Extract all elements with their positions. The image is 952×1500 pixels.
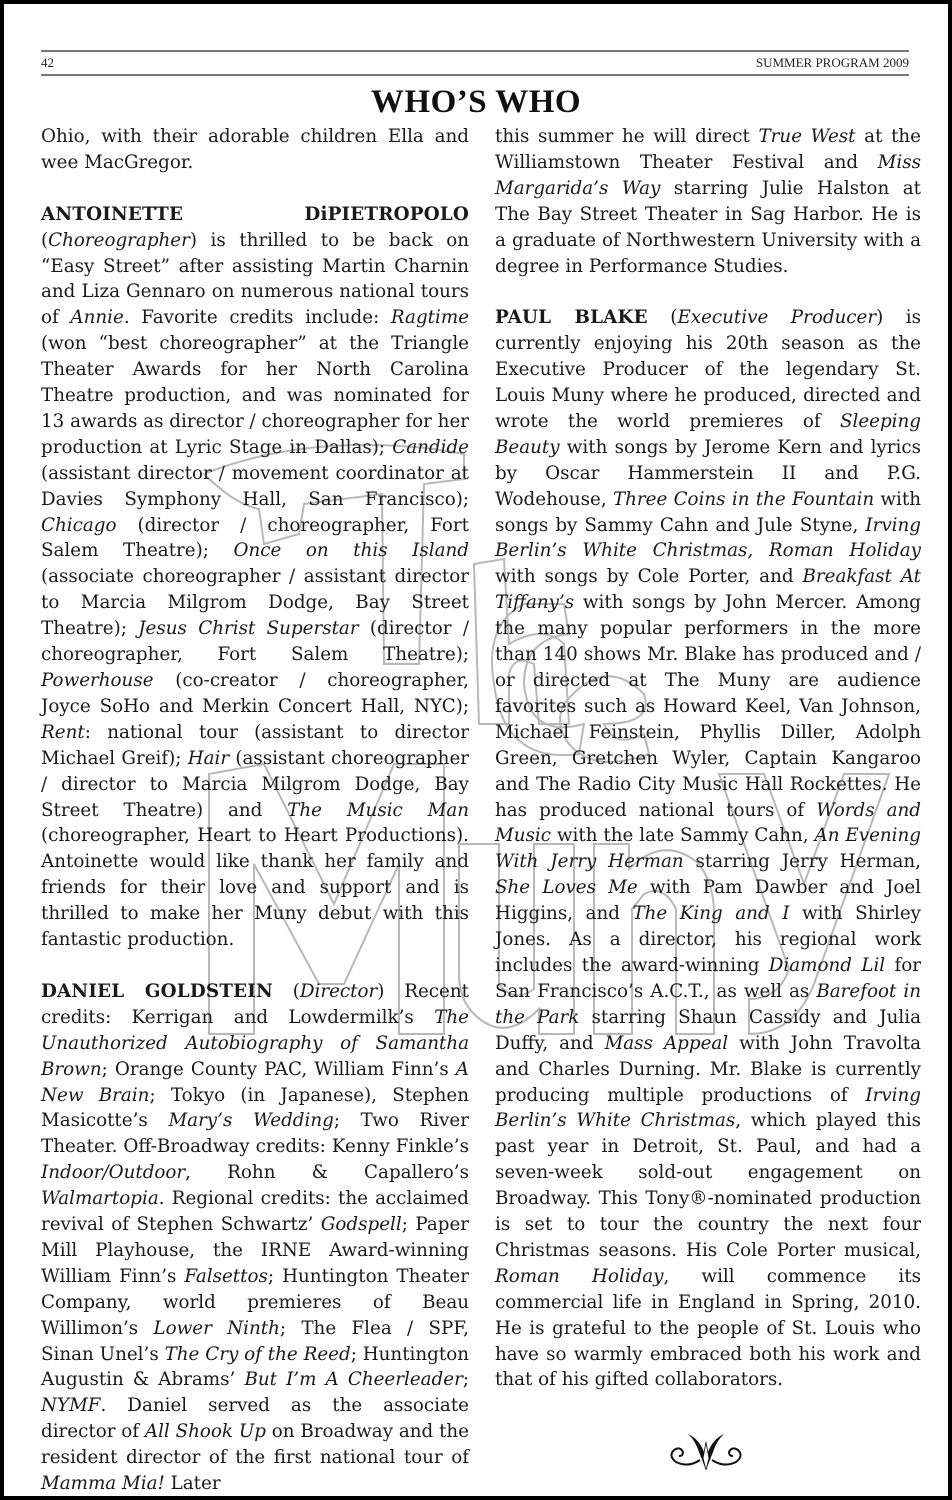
work-title: Once on this Island bbox=[233, 540, 469, 562]
work-title: Words and Music bbox=[495, 799, 921, 847]
work-title: Powerhouse bbox=[41, 670, 154, 692]
work-title: But I’m A Cheerleader bbox=[244, 1369, 463, 1391]
bio-role: Choreographer bbox=[48, 229, 190, 251]
work-title: Miss Margarida’s Way bbox=[495, 151, 921, 199]
work-title: Chicago bbox=[41, 514, 117, 536]
work-title: The Cry of the Reed bbox=[164, 1343, 351, 1365]
work-title: The Unauthorized Autobiography of Samantha Brown bbox=[41, 1006, 469, 1080]
bio-text: Recent credits: Kerrigan and Lowdermilk’s bbox=[41, 980, 469, 1028]
bio-text: ; bbox=[462, 1369, 469, 1391]
page-number: 42 bbox=[41, 55, 54, 70]
running-header bbox=[41, 50, 909, 76]
bio-text: (associate choreographer / assistant director to Marcia Milgrom Dodge, Bay Street Theatre); bbox=[41, 566, 469, 640]
bio-continuation bbox=[495, 124, 921, 279]
bio-text: ; Orange County PAC, William Finn’s bbox=[101, 1058, 456, 1080]
bio-text: . Favorite credits include: bbox=[123, 307, 391, 329]
bio-text: , which played this past year in Detroit, St. Paul, and had a seven-week sold-out engagement on Broadway. This Tony®-nominated production is set to tour the country the next four Christmas seasons. His Cole Porter musical, bbox=[495, 1110, 922, 1261]
bio-name: PAUL BLAKE bbox=[495, 307, 648, 329]
bio-name: DANIEL GOLDSTEIN bbox=[41, 980, 273, 1002]
work-title: All Shook Up bbox=[144, 1421, 266, 1443]
bio-text: (assistant choreographer / director to Marcia Milgrom Dodge, Bay Street Theatre) and bbox=[41, 747, 469, 821]
work-title: Falsettos bbox=[184, 1265, 268, 1287]
work-title: Jesus Christ Superstar bbox=[138, 618, 359, 640]
fleuron-ornament-icon bbox=[666, 1430, 746, 1472]
bio-text: at the Williamstown Theater Festival and bbox=[495, 126, 922, 173]
bio-text: for San Francisco’s A.C.T., as well as bbox=[495, 954, 922, 1002]
bio-text: ; Huntington Augustin & Abrams’ bbox=[41, 1343, 469, 1391]
bio-text: with the late Sammy Cahn, bbox=[550, 825, 815, 847]
bio-text: ; The Flea / SPF, Sinan Unel’s bbox=[41, 1317, 469, 1365]
bio-text: ; Huntington Theater Company, world premieres of Beau Willimon’s bbox=[41, 1265, 469, 1339]
bio-entry: ANTOINETTE DiPIETROPOLO (Choreographer) is thrilled to be back on “Easy Street” after assisting Martin Charnin and Liza Gennaro on numerous national tours of Annie. Favorite credits include: Ragtime (won “best choreographer” at the Triangle Theater Awards for her North Carolina Theatre production, and was nominated for 13 awards as director / choreographer for her production at Lyric Stage in Dallas); Candide (assistant director / movement coordinator at Davies Symphony Hall, San Francisco); Chicago (director / choreographer, Fort Salem Theatre); Once on this Island (associate choreographer / assistant director to Marcia Milgrom Dodge, Bay Street Theatre); Jesus Christ Superstar (director / choreographer, Fort Salem Theatre); Powerhouse (co-creator / choreographer, Joyce SoHo and Merkin Concert Hall, NYC); Rent: national tour (assistant to director Michael Greif); Hair (assistant choreographer / director to Marcia Milgrom Dodge, Bay Street Theatre) and The Music Man (choreographer, Heart to Heart Productions). Antoinette would like thank her family and friends for their love and support and is thrilled to make her Muny debut with this fantastic production. bbox=[41, 203, 470, 951]
bio-text: starring Shaun Cassidy and Julia Duffy, and bbox=[495, 1006, 922, 1054]
work-title: Candide bbox=[392, 436, 469, 458]
work-title: Ragtime bbox=[390, 307, 470, 329]
bio-text: on Broadway and the resident director of the first national tour of bbox=[41, 1421, 470, 1469]
bio-text: Later bbox=[164, 1473, 221, 1495]
bio-text: with songs by Sammy Cahn and Jule Styne, bbox=[495, 488, 921, 536]
publication-title: SUMMER PROGRAM 2009 bbox=[755, 55, 909, 70]
work-title: Walmartopia bbox=[41, 1188, 159, 1210]
bio-entry: DANIEL GOLDSTEIN (Director) Recent credits: Kerrigan and Lowdermilk’s The Unauthorized Autobiography of Samantha Brown; Orange County PAC, William Finn’s A New Brain; Tokyo (in Japanese), Stephen Masicotte’s Mary’s Wedding; Two River Theater. Off-Broadway credits: Kenny Finkle’s Indoor/Outdoor, Rohn & Capallero’s Walmartopia. Regional credits: the acclaimed revival of Stephen Schwartz’ Godspell; Paper Mill Playhouse, the IRNE Award-winning William Finn’s Falsettos; Huntington Theater Company, world premieres of Beau Willimon’s Lower Ninth; The Flea / SPF, Sinan Unel’s The Cry of the Reed; Huntington Augustin & Abrams’ But I’m A Cheerleader; NYMF. Daniel served as the associate director of All Shook Up on Broadway and the resident director of the first national tour of Mamma Mia! Later bbox=[41, 980, 470, 1495]
work-title: Godspell bbox=[320, 1214, 402, 1236]
bio-text: with John Travolta and Charles Durning. Mr. Blake is currently producing multiple productions of bbox=[495, 1032, 921, 1106]
bio-name: ANTOINETTE DiPIETROPOLO bbox=[41, 203, 469, 225]
work-title: She Loves Me bbox=[495, 877, 638, 899]
bio-text: , will commence its commercial life in England in Spring, 2010. He is grateful to the people of St. Louis who have so warmly embraced both his work and that of his gifted collaborators. bbox=[495, 1265, 921, 1391]
work-title: Mass Appeal bbox=[604, 1032, 729, 1054]
bio-text: , Rohn & Capallero’s bbox=[185, 1162, 469, 1184]
bio-text: Ohio, with their adorable children Ella and wee MacGregor. bbox=[41, 126, 469, 173]
bio-text: (choreographer, Heart to Heart Productions). Antoinette would like thank her family and friends for their love and support and is thrilled to make her Muny debut with this fantastic production. bbox=[41, 825, 469, 951]
bio-text: with songs by Jerome Kern and lyrics by Oscar Hammerstein II and P.G. Wodehouse, bbox=[495, 436, 921, 510]
bio-text: : national tour (assistant to director Michael Greif); bbox=[41, 721, 469, 769]
right-column bbox=[495, 124, 921, 1419]
bio-text: (assistant director / movement coordinator at Davies Symphony Hall, San Francisco); bbox=[41, 462, 469, 510]
work-title: Three Coins in the Fountain bbox=[612, 488, 875, 510]
bio-text: with Shirley Jones. As a director, his regional work includes the award-winning bbox=[495, 903, 921, 976]
bio-text: with songs by John Mercer. Among the many popular performers in the more than 140 shows Mr. Blake has produced and / or directed at The Muny are audience favorites such as Howard Keel, Van Johnson, Michael Feinstein, Phyllis Diller, Adolph Green, Gretchen Wyler, Captain Kangaroo and The Radio City Music Hall Rockettes. He has produced national tours of bbox=[495, 592, 921, 821]
bio-text: . Regional credits: the acclaimed revival of Stephen Schwartz’ bbox=[41, 1188, 469, 1236]
work-title: Roman Holiday bbox=[495, 1265, 664, 1287]
bio-text: ; Two River Theater. Off-Broadway credits: Kenny Finkle’s bbox=[41, 1110, 469, 1158]
bio-role: Executive Producer bbox=[677, 307, 877, 329]
work-title: True West bbox=[758, 126, 856, 147]
program-page bbox=[4, 4, 948, 1496]
bio-text: starring Julie Halston at The Bay Street Theater in Sag Harbor. He is a graduate of Northwestern University with a degree in Performance Studies. bbox=[495, 177, 922, 277]
bio-text: (director / choreographer, Fort Salem Theatre); bbox=[41, 618, 469, 666]
bio-text: with Pam Dawber and Joel Higgins, and bbox=[495, 877, 921, 925]
work-title: Indoor/Outdoor bbox=[41, 1162, 186, 1184]
work-title: NYMF bbox=[41, 1395, 101, 1417]
bio-text: this summer he will direct bbox=[495, 126, 759, 147]
work-title: Mamma Mia! bbox=[41, 1473, 165, 1495]
work-title: A New Brain bbox=[41, 1058, 469, 1106]
work-title: The King and I bbox=[632, 903, 790, 925]
work-title: Irving Berlin’s White Christmas bbox=[495, 1084, 921, 1132]
left-column bbox=[41, 124, 469, 1496]
work-title: Barefoot in the Park bbox=[495, 980, 922, 1028]
work-title: Lower Ninth bbox=[153, 1317, 280, 1339]
work-title: An Evening With Jerry Herman bbox=[495, 825, 921, 873]
work-title: Diamond Lil bbox=[768, 954, 886, 976]
work-title: Annie bbox=[70, 307, 124, 329]
bio-text: ; Tokyo (in Japanese), Stephen Masicotte’s bbox=[41, 1084, 470, 1132]
bio-text: ; Paper Mill Playhouse, the IRNE Award-winning William Finn’s bbox=[41, 1214, 469, 1287]
bio-text: starring Jerry Herman, bbox=[683, 851, 921, 873]
bio-text: is currently enjoying his 20th season as the Executive Producer of the legendary St. Louis Muny where he produced, directed and wrote the world premieres of bbox=[495, 307, 921, 432]
work-title: Rent bbox=[41, 721, 85, 743]
bio-text: is thrilled to be back on “Easy Street” after assisting Martin Charnin and Liza Gennaro on numerous national tours of bbox=[41, 229, 469, 329]
work-title: Breakfast At Tiffany’s bbox=[495, 566, 921, 614]
bio-text: with songs by Cole Porter, and bbox=[495, 566, 803, 588]
bio-text: (won “best choreographer” at the Triangle Theater Awards for her North Carolina Theatre production, and was nominated for 13 awards as director / choreographer for her production at Lyric Stage in Dallas); bbox=[41, 333, 469, 458]
bio-continuation bbox=[41, 124, 469, 176]
work-title: Hair bbox=[187, 747, 230, 769]
bio-role: Director bbox=[299, 980, 378, 1002]
work-title: Sleeping Beauty bbox=[495, 410, 921, 458]
work-title: The Music Man bbox=[287, 799, 470, 821]
section-title: WHO’S WHO bbox=[370, 84, 582, 120]
work-title: Mary’s Wedding bbox=[168, 1110, 334, 1132]
bio-entry: PAUL BLAKE (Executive Producer) is currently enjoying his 20th season as the Executive Producer of the legendary St. Louis Muny where he produced, directed and wrote the world premieres of Sleeping Beauty with songs by Jerome Kern and lyrics by Oscar Hammerstein II and P.G. Wodehouse, Three Coins in the Fountain with songs by Sammy Cahn and Jule Styne, Irving Berlin’s White Christmas, Roman Holiday with songs by Cole Porter, and Breakfast At Tiffany’s with songs by John Mercer. Among the many popular performers in the more than 140 shows Mr. Blake has produced and / or directed at The Muny are audience favorites such as Howard Keel, Van Johnson, Michael Feinstein, Phyllis Diller, Adolph Green, Gretchen Wyler, Captain Kangaroo and The Radio City Music Hall Rockettes. He has produced national tours of Words and Music with the late Sammy Cahn, An Evening With Jerry Herman starring Jerry Herman, She Loves Me with Pam Dawber and Joel Higgins, and The King and I with Shirley Jones. As a director, his regional work includes the award-winning Diamond Lil for San Francisco’s A.C.T., as well as Barefoot in the Park starring Shaun Cassidy and Julia Duffy, and Mass Appeal with John Travolta and Charles Durning. Mr. Blake is currently producing multiple productions of Irving Berlin’s White Christmas, which played this past year in Detroit, St. Paul, and had a seven-week sold-out engagement on Broadway. This Tony®-nominated production is set to tour the country the next four Christmas seasons. His Cole Porter musical, Roman Holiday, will commence its commercial life in England in Spring, 2010. He is grateful to the people of St. Louis who have so warmly embraced both his work and that of his gifted collaborators. bbox=[495, 307, 922, 1391]
bio-text: (co-creator / choreographer, Joyce SoHo and Merkin Concert Hall, NYC); bbox=[41, 670, 469, 717]
work-title: Irving Berlin’s White Christmas, Roman Holiday bbox=[495, 514, 921, 562]
bio-text: . Daniel served as the associate director of bbox=[41, 1395, 469, 1443]
bio-text: (director / choreographer, Fort Salem Theatre); bbox=[41, 514, 469, 562]
